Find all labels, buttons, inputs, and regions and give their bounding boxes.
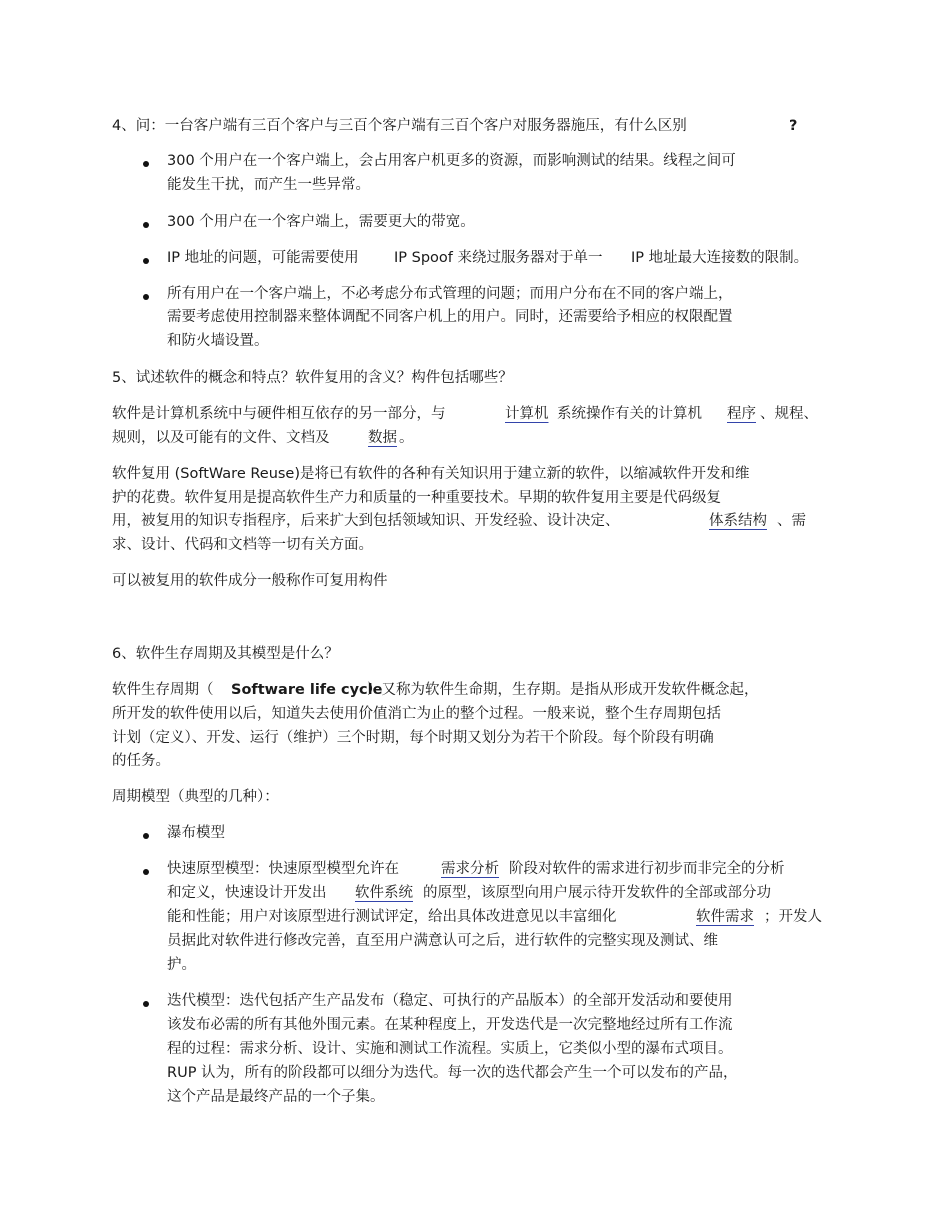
q6-m2-d: 的原型，该原型向用户展示待开发软件的全部或部分功 [423, 885, 771, 901]
link-software-system[interactable]: 软件系统 [355, 885, 413, 901]
link-data[interactable]: 数据 [368, 430, 397, 446]
q4-question-mark: ? [789, 118, 798, 134]
q4-bullet4-line3: 和防火墙设置。 [167, 333, 269, 349]
q6-m3-line3: 程的过程：需求分析、设计、实施和测试工作流程。实质上，它类似小型的瀑布式项目。 [167, 1041, 733, 1057]
link-architecture[interactable]: 体系结构 [709, 513, 767, 529]
q5-p2-line2: 护的花费。软件复用是提高软件生产力和质量的一种重要技术。早期的软件复用主要是代码级复 [112, 490, 721, 506]
q4-bullet4-line1: 所有用户在一个客户端上，不必考虑分布式管理的问题；而用户分布在不同的客户端上， [167, 286, 733, 302]
q6-p1-head: 软件生存周期（ [112, 682, 214, 698]
q6-p1-rest: ）又称为软件生命期，生存期。是指从形成开发软件概念起， [367, 682, 759, 698]
q4-bullet3-c: IP 地址最大连接数的限制。 [631, 250, 809, 266]
bullet-icon [143, 222, 149, 228]
q5-p1-a: 软件是计算机系统中与硬件相互依存的另一部分，与 [112, 406, 446, 422]
q5-p1-b: 系统操作有关的计算机 [557, 406, 702, 422]
q5-p2-tail: 、需 [777, 513, 806, 529]
q6-m2-h: 护。 [167, 957, 196, 973]
q6-m3-line4: RUP 认为，所有的阶段都可以细分为迭代。每一次的迭代都会产生一个可以发布的产品， [167, 1065, 738, 1081]
q4-bullet3-b: IP Spoof 来绕过服务器对于单一 [394, 250, 603, 266]
q5-p1-d: 规则，以及可能有的文件、文档及 [112, 430, 330, 446]
q6-m2-g: 员据此对软件进行修改完善，直至用户满意认可之后，进行软件的完整实现及测试、维 [167, 933, 718, 949]
bullet-icon [143, 258, 149, 264]
q6-m2-b: 阶段对软件的需求进行初步而非完全的分析 [509, 861, 785, 877]
q5-p2-line4: 求、设计、代码和文档等一切有关方面。 [112, 537, 373, 553]
q4-bullet3-a: IP 地址的问题，可能需要使用 [167, 250, 359, 266]
bullet-icon [143, 1001, 149, 1007]
link-software-requirements[interactable]: 软件需求 [696, 909, 754, 925]
q6-title: 6、软件生存周期及其模型是什么？ [112, 646, 339, 662]
bullet-icon [143, 833, 149, 839]
q6-m3-line2: 该发布必需的所有其他外围元素。在某种程度上，开发迭代是一次完整地经过所有工作流 [167, 1017, 733, 1033]
q5-p3: 可以被复用的软件成分一般称作可复用构件 [112, 573, 388, 589]
q6-p1-line4: 的任务。 [112, 753, 170, 769]
q6-m2-c: 和定义，快速设计开发出 [167, 885, 327, 901]
q5-title: 5、试述软件的概念和特点？软件复用的含义？构件包括哪些？ [112, 370, 513, 386]
link-requirements-analysis[interactable]: 需求分析 [441, 861, 499, 877]
q4-bullet1-line2: 能发生干扰，而产生一些异常。 [167, 177, 370, 193]
q5-p2-line1: 软件复用 (SoftWare Reuse)是将已有软件的各种有关知识用于建立新的软件，以缩减软件开发和维 [112, 466, 750, 482]
q6-p1-bold: Software life cycle [231, 682, 383, 698]
q4-bullet1-line1: 300 个用户在一个客户端上，会占用客户机更多的资源，而影响测试的结果。线程之间可 [167, 153, 736, 169]
bullet-icon [143, 869, 149, 875]
q4-bullet4-line2: 需要考虑使用控制器来整体调配不同客户机上的用户。同时，还需要给予相应的权限配置 [167, 309, 733, 325]
q6-m2-a: 快速原型模型：快速原型模型允许在 [167, 861, 399, 877]
q4-title: 4、问：一台客户端有三百个客户与三百个客户端有三百个客户对服务器施压，有什么区别 [112, 118, 687, 134]
bullet-icon [143, 294, 149, 300]
q6-m3-line5: 这个产品是最终产品的一个子集。 [167, 1089, 385, 1105]
q6-p2: 周期模型（典型的几种）： [112, 789, 279, 805]
link-computer[interactable]: 计算机 [505, 406, 549, 422]
q6-model-waterfall: 瀑布模型 [167, 825, 225, 841]
bullet-icon [143, 161, 149, 167]
link-program[interactable]: 程序 [727, 406, 756, 422]
q5-p2-line3: 用，被复用的知识专指程序，后来扩大到包括领域知识、开发经验、设计决定、 [112, 513, 620, 529]
q5-p1-e: 。 [399, 430, 414, 446]
q4-bullet2: 300 个用户在一个客户端上，需要更大的带宽。 [167, 214, 475, 230]
q6-p1-line3: 计划（定义）、开发、运行（维护）三个时期，每个时期又划分为若干个阶段。每个阶段有明确 [112, 730, 714, 746]
q6-m2-e: 能和性能；用户对该原型进行测试评定，给出具体改进意见以丰富细化 [167, 909, 617, 925]
q6-m3-line1: 迭代模型：迭代包括产生产品发布（稳定、可执行的产品版本）的全部开发活动和要使用 [167, 993, 733, 1009]
q6-p1-line2: 所开发的软件使用以后，知道失去使用价值消亡为止的整个过程。一般来说，整个生存周期包括 [112, 706, 721, 722]
q5-p1-c: 、规程、 [760, 406, 818, 422]
q6-m2-f: ；开发人 [764, 909, 822, 925]
